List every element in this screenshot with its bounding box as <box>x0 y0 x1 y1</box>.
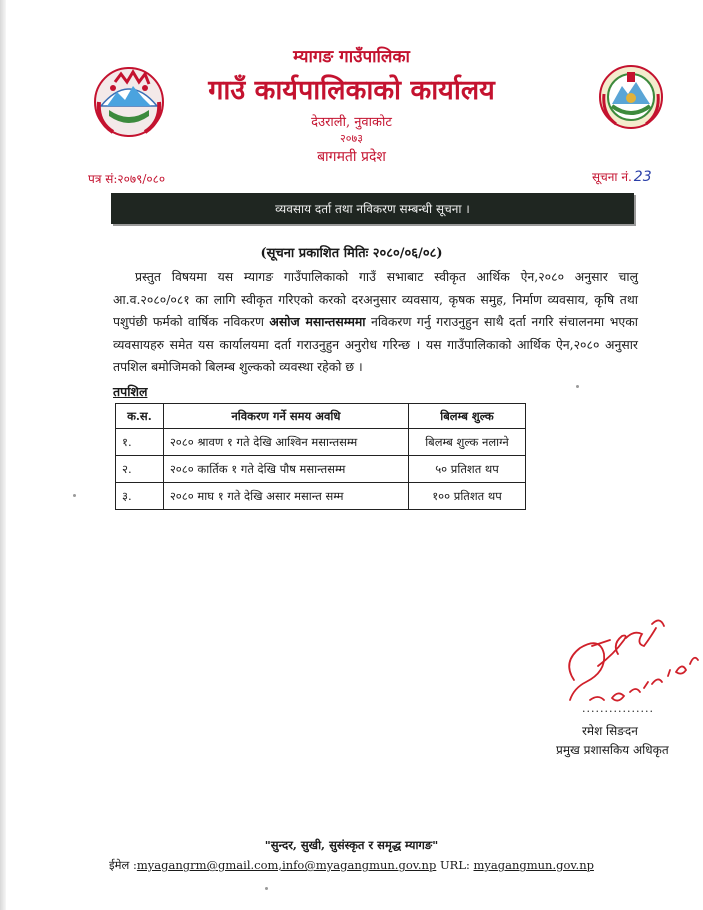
table-row <box>116 429 526 456</box>
table-cell-serial: १. <box>116 429 164 456</box>
notice-body-deadline: असोज मसान्तसम्ममा <box>269 314 366 330</box>
signatory-name: रमेश सिङदन <box>582 724 638 738</box>
table-header-serial: क.स. <box>116 404 164 429</box>
table-header-fee: बिलम्ब शुल्क <box>408 404 525 429</box>
office-address: देउराली, नुवाकोट <box>311 115 392 130</box>
subject-banner-text: व्यवसाय दर्ता तथा नविकरण सम्बन्धी सूचना । <box>275 202 470 216</box>
website-link[interactable]: myagangmun.gov.np <box>473 858 594 872</box>
established-year: २०७३ <box>340 132 363 145</box>
subject-banner <box>111 193 634 224</box>
notice-body-part-1: प्रस्तुत विषयमा यस म्यागङ गाउँपालिकाको गाउँ सभाबाट स्वीकृत आर्थिक ऐन,२०८० अनुसार चालु आ.व.२०८०/०८१ का लागि स्वीकृत गरिएको करको दरअनुसार व्यवसाय, कृषक समुह, निर्माण व्यवसाय, कृषि तथा पशुपंछी फर्मको वार्षिक नविकरण <box>113 269 638 330</box>
scan-speck <box>576 385 579 388</box>
schedule-heading: तपशिल <box>113 384 148 399</box>
footer-motto: "सुन्दर, सुखी, सुसंस्कृत र समृद्ध म्यागङ" <box>264 838 439 852</box>
table-cell-serial: ३. <box>116 483 164 510</box>
notice-number-value: 23 <box>633 169 652 185</box>
late-fee-table <box>115 403 526 510</box>
table-cell-fee: ५० प्रतिशत थप <box>408 456 525 483</box>
url-label: URL: <box>439 858 470 872</box>
table-cell-fee: बिलम्ब शुल्क नलाग्ने <box>408 429 525 456</box>
signatory-title: प्रमुख प्रशासकिय अधिकृत <box>556 743 669 757</box>
footer-contact <box>0 858 703 873</box>
signature-line: ................ <box>582 702 654 715</box>
notice-body-part-2: नविकरण गर्नु गराउनुहुन साथै दर्ता नगरि संचालनमा भएका व्यवसायहरु समेत यस कार्यालयमा दर्ता गराउनुहुन अनुरोध गरिन्छ । यस गाउँपालिकाको आर्थिक ऐन,२०८० अनुसार तपशिल बमोजिमको बिलम्ब शुल्कको व्यवस्था रहेको छ । <box>113 314 638 375</box>
email-label: ईमेल : <box>109 858 137 872</box>
notice-number-label: सूचना नं. <box>592 170 632 184</box>
table-header-row <box>116 404 526 429</box>
notice-number <box>592 168 652 185</box>
table-row <box>116 456 526 483</box>
table-cell-fee: १०० प्रतिशत थप <box>408 483 525 510</box>
notice-body <box>113 266 638 379</box>
table-cell-period: २०८० माघ १ गते देखि असार मसान्त सम्म <box>163 483 408 510</box>
table-header-period: नविकरण गर्ने समय अवधि <box>163 404 408 429</box>
scan-speck <box>265 887 268 890</box>
letter-reference: पत्र सं:२०७९/०८० <box>88 172 166 186</box>
table-row <box>116 483 526 510</box>
table-cell-period: २०८० श्रावण १ गते देखि आश्विन मसान्तसम्म <box>163 429 408 456</box>
handwritten-signature-icon <box>552 610 702 710</box>
table-cell-period: २०८० कार्तिक १ गते देखि पौष मसान्तसम्म <box>163 456 408 483</box>
office-title: गाउँ कार्यपालिकाको कार्यालय <box>208 75 495 106</box>
published-date: (सूचना प्रकाशित मितिः २०८०/०६/०८) <box>260 246 443 261</box>
table-cell-serial: २. <box>116 456 164 483</box>
municipality-name: म्यागङ गाउँपालिका <box>293 47 410 67</box>
scan-speck <box>73 494 76 497</box>
province-name: बागमती प्रदेश <box>317 149 386 165</box>
email-link[interactable]: myagangrm@gmail.com,info@myagangmun.gov.np <box>136 858 437 872</box>
